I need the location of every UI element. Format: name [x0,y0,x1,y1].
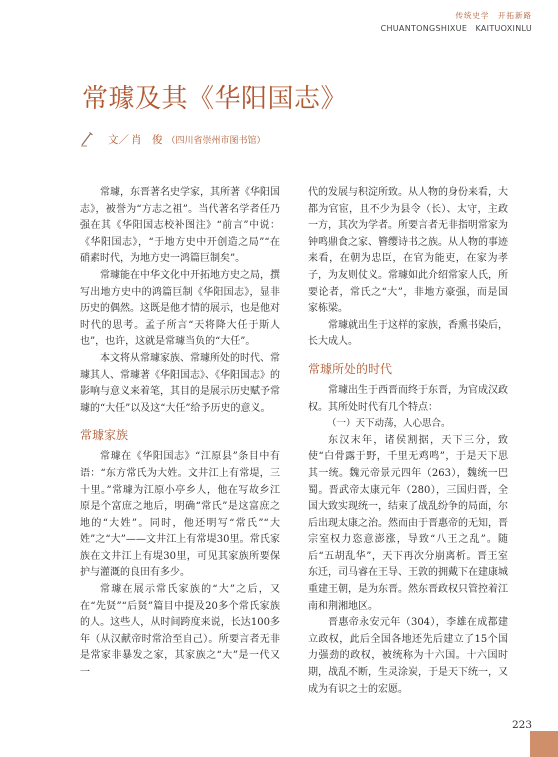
paragraph: 常璩就出生于这样的家族，香熏书染后，长大成人。 [308,319,508,348]
section-heading: 常璩家族 [80,428,129,443]
paragraph: 常璩，东晋著名史学家，其所著《华阳国志》，被誉为“方志之祖”。当代著名学者任乃强在其《华阳国志校补图注》“前言”中说：《华阳国志》，“于地方史中开创造之局”“在硝素时代，为地方史一鸿篇巨制矣”。 [80,187,280,265]
paragraph-continuation: 代的发展与积淀所致。从人物的身份来看，大都为官宦，且不少为县令（长）、太守，主政一方，其次为学者。所要言者无非指明常家为钟鸣鼎食之家、簪缨诗书之族。从人物的事迹来看，在朝为忠臣，在官为能吏，在家为孝子，为友则仗义。常璩如此介绍常家人氏，所要论者，常氏之“大”，非地方豪强，而是国家栋梁。 [308,187,508,315]
running-header [381,11,532,34]
paragraph: 常璩出生于西晋而终于东晋，为官成汉政权。其所处时代有几个特点： [308,384,508,413]
byline-label: 文／ [108,133,129,146]
author-name: 肖 俊 [131,133,163,146]
paragraph: 常璩能在中华文化中开拓地方史之局，撰写出地方史中的鸿篇巨制《华阳国志》，显非历史的偶然。这既是他才情的展示，也是他对时代的思考。孟子所言“天将降大任于斯人也”，也许，这就是常璩当负的“大任”。 [80,269,280,348]
section-heading: 常璩所处的时代 [308,361,393,376]
author-affiliation: （四川省崇州市图书馆） [166,135,266,146]
paragraph: 本文将从常璩家族、常璩所处的时代、常璩其人、常璩著《华阳国志》、《华阳国志》的影响与意义来着笔，其目的是展示历史赋予常璩的“大任”以及这“大任”给予历史的意义。 [80,352,280,414]
article-title: 常璩及其《华阳国志》 [82,84,348,114]
paragraph: 晋惠帝永安元年（304），李雄在成都建立政权，此后全国各地还先后建立了15个国力强劲的政权，被统称为十六国。十六国时期，战乱不断，生灵涂炭，于是天下统一，又成为有识之士的宏愿。 [308,617,508,695]
paragraph: 常璩在《华阳国志》“江原县”条目中有语：“东方常氏为大姓。文井江上有常堤，三十里。”常璩为江原小亭乡人，他在写故乡江原是个富庶之地后，明确“常氏”是这富庶之地的“大姓”。同时，他还明写“常氏”“大姓”之“大”——文井江上有常堤30里。常氏家族在文井江上有堤30里，可见其家族所要保护与灌溉的良田有多少。 [80,451,280,579]
paragraph: 常璩在展示常氏家族的“大”之后，又在“先贤”“后贤”篇目中提及20多个常氏家族的人。这些人，从时间跨度来说，长达100多年（从汉献帝时常洽至自己）。所要言者无非是常家非暴发之家，其家族之“大”是一代又一 [80,584,280,679]
subheading: （一）天下动荡，人心思合。 [327,418,451,430]
header-pinyin: CHUANTONGSHIXUE KAITUOXINLU [380,24,532,33]
right-column [308,185,508,698]
pen-icon [80,131,94,147]
header-chinese: 传统史学 开拓新路 [455,11,532,20]
byline [80,131,266,147]
page-number: 223 [511,719,532,731]
left-column [80,185,280,682]
paragraph: 东汉末年，诸侯割据，天下三分，致使“白骨露于野，千里无鸡鸣”，于是天下思其一统。魏元帝景元四年（263），魏统一巴蜀。晋武帝太康元年（280），三国归晋，全国大致实现统一，结束了战乱纷争的局面，尔后出现太康之治。然而由于晋惠帝的无知，晋宗室权力恣意澎涨，导致“八王之乱”。随后“五胡乱华”，天下再次分崩离析。晋王室东迁，司马睿在王导、王敦的拥戴下在建康城重建王朝，是为东晋。然东晋政权只管控着江南和荆湘地区。 [308,434,508,612]
corner-decoration [530,731,558,757]
